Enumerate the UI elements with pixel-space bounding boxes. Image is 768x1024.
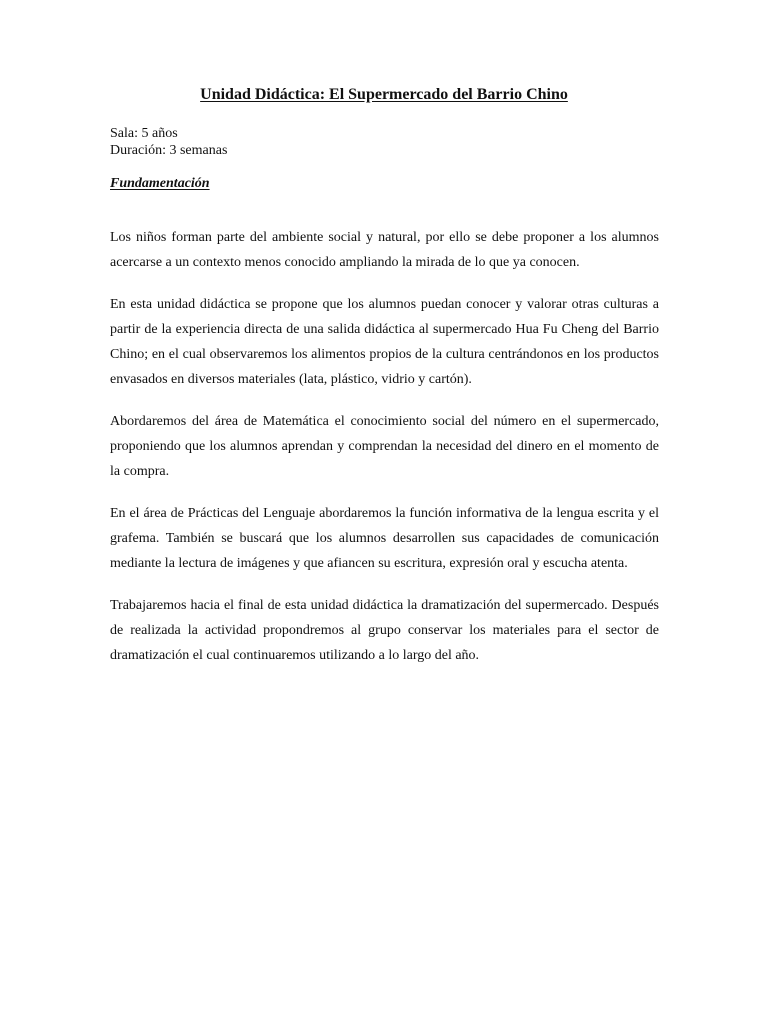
section-heading-fundamentacion: Fundamentación [110,176,210,191]
duracion-line: Duración: 3 semanas [110,143,228,158]
paragraph-1: Los niños forman parte del ambiente social y natural, por ello se debe proponer a los alumnos acercarse a un contexto menos conocido ampliando la mirada de lo que ya conocen. [110,230,659,271]
document-body [110,225,659,684]
paragraph-4: En el área de Prácticas del Lenguaje abordaremos la función informativa de la lengua escrita y el grafema. También se buscará que los alumnos desarrollen sus capacidades de comunicación mediante la lectura de imágenes y que afiancen su escritura, expresión oral y escucha atenta. [110,505,659,572]
document-meta [110,125,227,159]
sala-line: Sala: 5 años [110,126,178,141]
paragraph-2: En esta unidad didáctica se propone que los alumnos puedan conocer y valorar otras culturas a partir de la experiencia directa de una salida didáctica al supermercado Hua Fu Cheng del Barrio Chino; en el cual observaremos los alimentos propios de la cultura centrándonos en los productos envasados en diversos materiales (lata, plástico, vidrio y cartón). [110,296,659,388]
paragraph-3: Abordaremos del área de Matemática el conocimiento social del número en el supermercado, proponiendo que los alumnos aprendan y comprendan la necesidad del dinero en el momento de la compra. [110,413,659,480]
document-title: Unidad Didáctica: El Supermercado del Barrio Chino [200,86,568,103]
paragraph-5: Trabajaremos hacia el final de esta unidad didáctica la dramatización del supermercado. Después de realizada la actividad propondremos al grupo conservar los materiales para el sector de dramatización el cual continuaremos utilizando a lo largo del año. [110,597,659,664]
